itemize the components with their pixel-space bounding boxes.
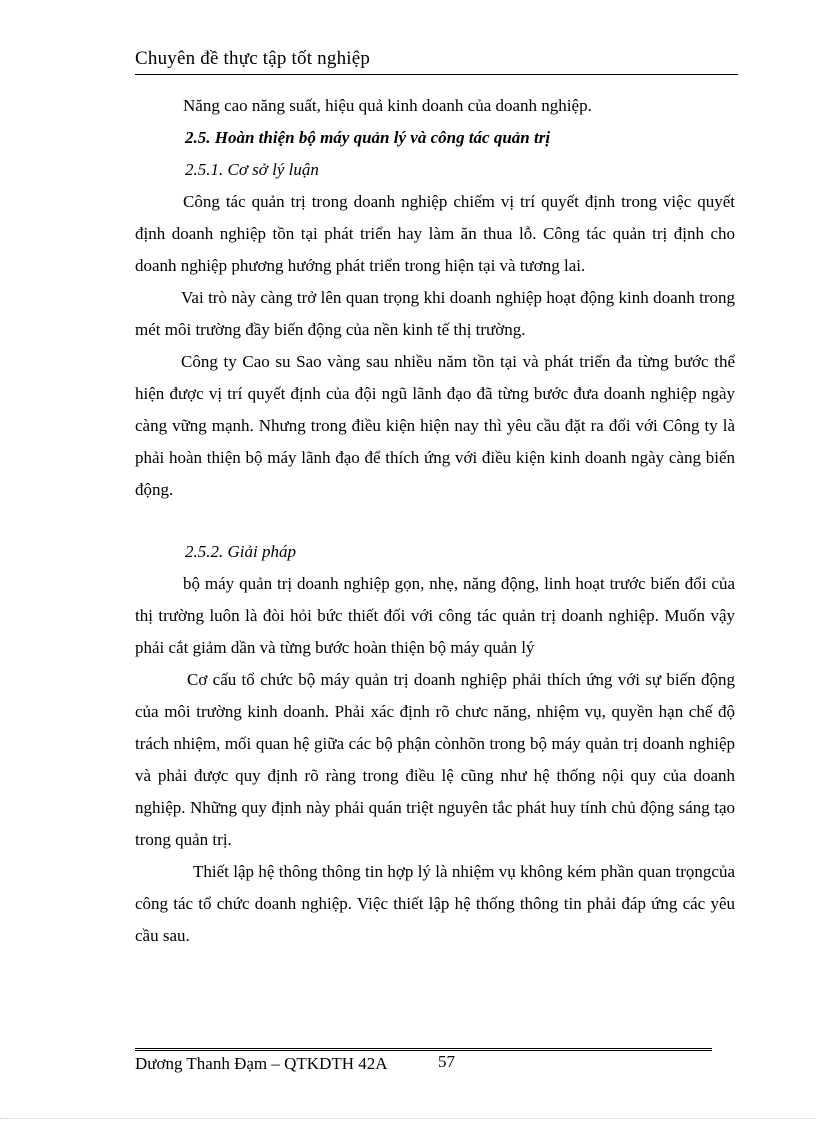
paragraph: Cơ cấu tổ chức bộ máy quản trị doanh nghiệp phải thích ứng với sự biến động của môi trường kinh doanh. Phải xác định rõ chưc năng, nhiệm vụ, quyền hạn chế độ trách nhiệm, mối quan hệ giữa các bộ phận cònhõn trong bộ máy quản trị doanh nghiệp và phải được quy định rõ ràng trong điều lệ cũng như hệ thống nội quy của doanh nghiệp. Những quy định này phải quán triệt nguyên tắc phát huy tính chủ động sáng tạo trong quản trị. bbox=[135, 670, 735, 849]
section-heading: 2.5. Hoàn thiện bộ máy quản lý và công tác quản trị bbox=[185, 128, 551, 147]
paragraph: Thiết lập hệ thông thông tin hợp lý là nhiệm vụ không kém phần quan trọngcủa công tác tổ chức doanh nghiệp. Việc thiết lập hệ thống thông tin phải đáp ứng các yêu cầu sau. bbox=[135, 862, 735, 945]
paragraph: bộ máy quản trị doanh nghiệp gọn, nhẹ, năng động, linh hoạt trước biến đổi của thị trường luôn là đòi hỏi bức thiết đối với công tác quản trị doanh nghiệp. Muốn vậy phải cắt giảm dần và từng bước hoàn thiện bộ máy quản lý bbox=[135, 574, 735, 657]
footer-author: Dương Thanh Đạm – QTKDTH 42A bbox=[135, 1054, 388, 1073]
paragraph: Công ty Cao su Sao vàng sau nhiều năm tồn tại và phát triển đa từng bước thể hiện được vị trí quyết định của đội ngũ lãnh đạo đã từng bước đưa doanh nghiệp ngày càng vững mạnh. Nhưng trong điều kiện hiện nay thì yêu cầu đặt ra đối với Công ty là phải hoàn thiện bộ máy lãnh đạo để thích ứng với điều kiện kinh doanh ngày càng biến động. bbox=[135, 352, 735, 499]
paragraph: Vai trò này càng trở lên quan trọng khi doanh nghiệp hoạt động kinh doanh trong mét môi trường đầy biến động của nền kinh tế thị trường. bbox=[135, 288, 735, 339]
header-divider bbox=[135, 74, 738, 75]
subsection-heading-1: 2.5.1. Cơ sở lý luận bbox=[185, 160, 319, 179]
page-bottom-border bbox=[0, 1118, 816, 1119]
intro-line: Năng cao năng suất, hiệu quả kinh doanh của doanh nghiệp. bbox=[183, 96, 592, 115]
page-number: 57 bbox=[438, 1052, 455, 1071]
subsection-heading-2: 2.5.2. Giải pháp bbox=[185, 542, 296, 561]
page-header-title: Chuyên đề thực tập tốt nghiệp bbox=[135, 48, 371, 69]
paragraph: Công tác quản trị trong doanh nghiệp chiếm vị trí quyết định trong việc quyết định doanh nghiệp tồn tại phát triển hay làm ăn thua lỗ. Công tác quản trị định cho doanh nghiệp phương hướng phát triển trong hiện tại và tương lai. bbox=[135, 192, 735, 275]
footer-divider bbox=[135, 1048, 712, 1051]
paragraph-gap bbox=[135, 506, 735, 536]
document-body bbox=[135, 90, 735, 952]
